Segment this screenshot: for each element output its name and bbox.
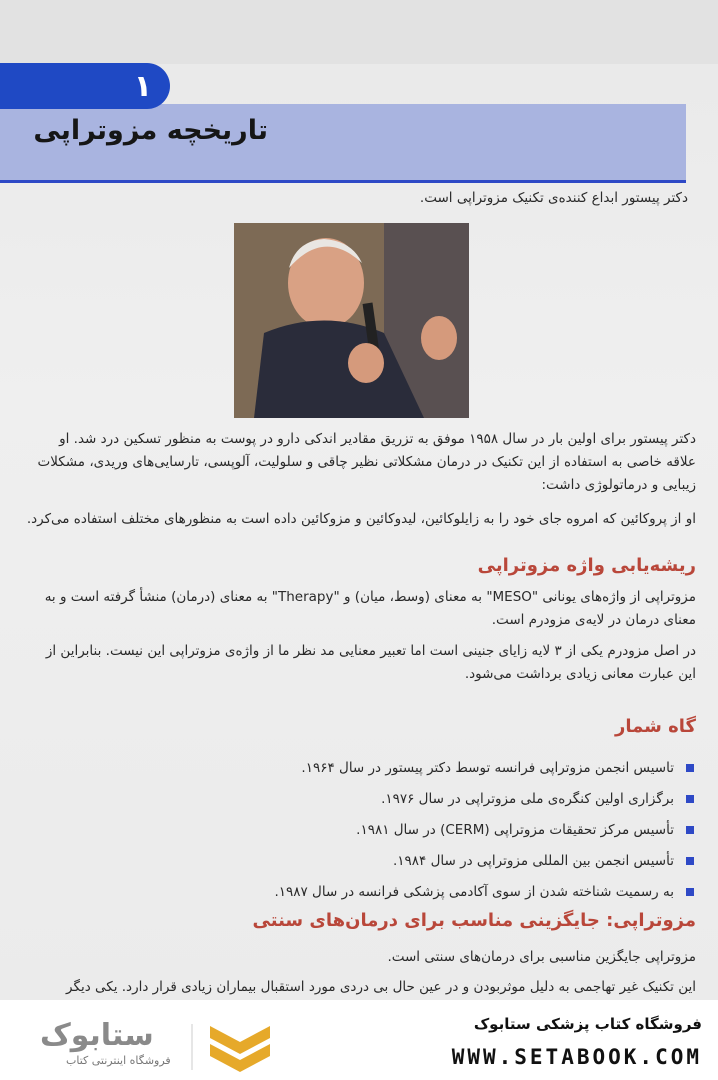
store-name: فروشگاه کتاب پزشکی ستابوک <box>473 1015 702 1033</box>
list-item: تأسیس مرکز تحقیقات مزوتراپی (CERM) در سال ۱۹۸۱. <box>234 814 694 845</box>
intro-paragraph-2: او از پروکائین که امروه جای خود را به زایلوکائین، لیدوکائین و مزوکائین داده است به منظورهای مختلف استفاده می‌کرد. <box>26 511 696 527</box>
list-item: به رسمیت شناخته شدن از سوی آکادمی پزشکی فرانسه در سال ۱۹۸۷. <box>234 876 694 907</box>
square-bullet-icon <box>686 826 694 834</box>
chapter-number: ١ <box>133 68 152 104</box>
list-item: تاسیس انجمن مزوتراپی فرانسه توسط دکتر پیستور در سال ۱۹۶۴. <box>234 752 694 783</box>
portrait-photo <box>234 223 469 418</box>
previous-page-edge <box>0 0 718 64</box>
alternative-heading: مزوتراپی: جایگزینی مناسب برای درمان‌های سنتی <box>252 910 696 931</box>
logo-wordmark: ستابوک <box>40 1018 154 1053</box>
store-logo[interactable] <box>40 1018 280 1074</box>
square-bullet-icon <box>686 764 694 772</box>
list-item: تأسیس انجمن بین المللی مزوتراپی در سال ۱۹۸۴. <box>234 845 694 876</box>
intro-paragraph-1: دکتر پیستور برای اولین بار در سال ۱۹۵۸ موفق به تزریق مقادیر اندکی دارو در پوست به منظور تسکین درد شد. او علاقه خاصی به استفاده از این تکنیک در درمان مشکلاتی نظیر چاقی و سلولیت، آلوپسی، تارسایی‌های وریدی، مشکلات زیبایی و درماتولوژی داشت: <box>37 431 696 493</box>
timeline-list <box>234 752 694 907</box>
alternative-paragraph-1: مزوتراپی جایگزین مناسبی برای درمان‌های سنتی است. <box>387 949 696 965</box>
chapter-number-tab <box>0 63 170 109</box>
etymology-heading: ریشه‌یابی واژه مزوتراپی <box>477 555 696 576</box>
timeline-heading: گاه شمار <box>614 716 696 737</box>
square-bullet-icon <box>686 857 694 865</box>
store-url[interactable]: WWW.SETABOOK.COM <box>451 1045 702 1069</box>
chapter-title: تاریخچه مزوتراپی <box>33 115 268 146</box>
etymology-paragraph-2: در اصل مزودرم یکی از ۳ لایه زایای جنینی است اما تعبیر معنایی مد نظر ما از واژه‌ی مزوتراپی این نیست. بنابراین از این عبارت معانی زیادی برداشت می‌شود. <box>45 643 696 682</box>
etymology-paragraph-1: مزوتراپی از واژه‌های یونانی "MESO" به معنای (وسط، میان) و "Therapy" به معنای (درمان) منشأ گرفته است و به معنای درمان در لایه‌ی مزودرم است. <box>44 589 696 628</box>
photo-caption: دکتر پیستور ابداع کننده‌ی تکنیک مزوتراپی است. <box>419 190 688 206</box>
square-bullet-icon <box>686 795 694 803</box>
logo-subtitle: فروشگاه اینترنتی کتاب <box>66 1054 171 1067</box>
square-bullet-icon <box>686 888 694 896</box>
list-item: برگزاری اولین کنگره‌ی ملی مزوتراپی در سال ۱۹۷۶. <box>234 783 694 814</box>
alternative-paragraph-2: این تکنیک غیر تهاجمی به دلیل موثربودن و در عین حال بی دردی مورد استقبال بیماران زیادی قرار دارد. یکی دیگر <box>66 979 696 995</box>
